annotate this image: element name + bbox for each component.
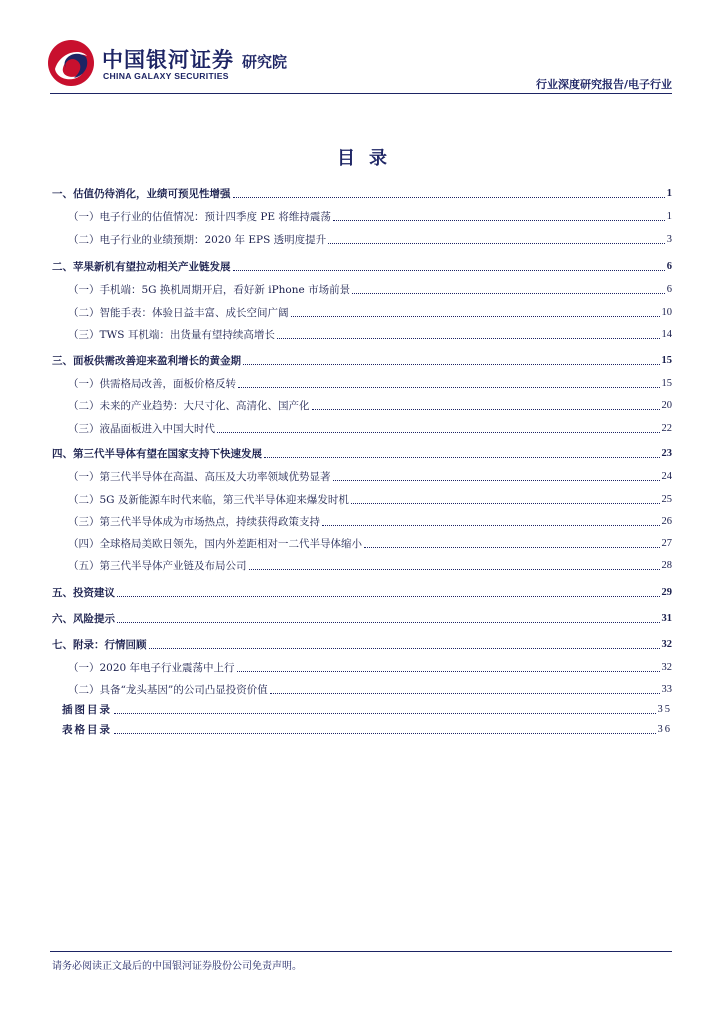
toc-entry[interactable]: 六、风险提示 31 [52,613,672,625]
toc-entry[interactable]: （二）未来的产业趋势：大尺寸化、高清化、国产化 20 [68,400,672,412]
toc-entry[interactable]: 插图目录 35 [62,704,672,716]
toc-entry[interactable]: 表格目录 36 [62,724,672,736]
toc-entry[interactable]: （一）供需格局改善，面板价格反转 15 [68,378,672,390]
toc-entry[interactable]: （五）第三代半导体产业链及布局公司 28 [68,560,672,572]
footer-disclaimer: 请务必阅读正文最后的中国银河证券股份公司免责声明。 [52,961,302,972]
report-type-label: 行业深度研究报告/电子行业 [535,78,672,91]
toc-entry[interactable]: （二）具备“龙头基因”的公司凸显投资价值 33 [68,684,672,696]
header-divider [50,93,672,94]
toc-entry[interactable]: 五、投资建议 29 [52,587,672,599]
toc-entry[interactable]: （一）手机端：5G 换机周期开启，看好新 iPhone 市场前景 6 [68,284,672,296]
logo-english-name: CHINA GALAXY SECURITIES [103,71,229,81]
logo-chinese-name: 中国银河证券 [102,48,234,72]
toc-entry[interactable]: （一）2020 年电子行业震荡中上行 32 [68,662,672,674]
toc-entry[interactable]: （一）电子行业的估值情况：预计四季度 PE 将维持震荡 1 [68,211,672,223]
toc-entry[interactable]: （三）TWS 耳机端：出货量有望持续高增长 14 [68,329,672,341]
company-logo [46,38,304,88]
toc-entry[interactable]: 三、面板供需改善迎来盈利增长的黄金期 15 [52,355,672,367]
footer-divider [50,951,672,952]
galaxy-logo-icon [46,38,96,88]
toc-entry[interactable]: 七、附录：行情回顾 32 [52,639,672,651]
toc-entry[interactable]: （一）第三代半导体在高温、高压及大功率领域优势显著 24 [68,471,672,483]
toc-entry[interactable]: （四）全球格局美欧日领先，国内外差距相对一二代半导体缩小 27 [68,538,672,550]
toc-entry[interactable]: （二）智能手表：体验日益丰富、成长空间广阔 10 [68,307,672,319]
logo-institute-label: 研究院 [242,53,288,71]
toc-entry[interactable]: （二）电子行业的业绩预期：2020 年 EPS 透明度提升 3 [68,234,672,246]
toc-entry[interactable]: 四、第三代半导体有望在国家支持下快速发展 23 [52,448,672,460]
toc-entry[interactable]: （二）5G 及新能源车时代来临，第三代半导体迎来爆发时机 25 [68,494,672,506]
toc-entry[interactable]: （三）液晶面板进入中国大时代 22 [68,423,672,435]
toc-entry[interactable]: 二、苹果新机有望拉动相关产业链发展 6 [52,261,672,273]
toc-title: 目录 [337,148,401,169]
toc-entry[interactable]: （三）第三代半导体成为市场热点，持续获得政策支持 26 [68,516,672,528]
toc-entry[interactable]: 一、估值仍待消化，业绩可预见性增强 1 [52,188,672,200]
